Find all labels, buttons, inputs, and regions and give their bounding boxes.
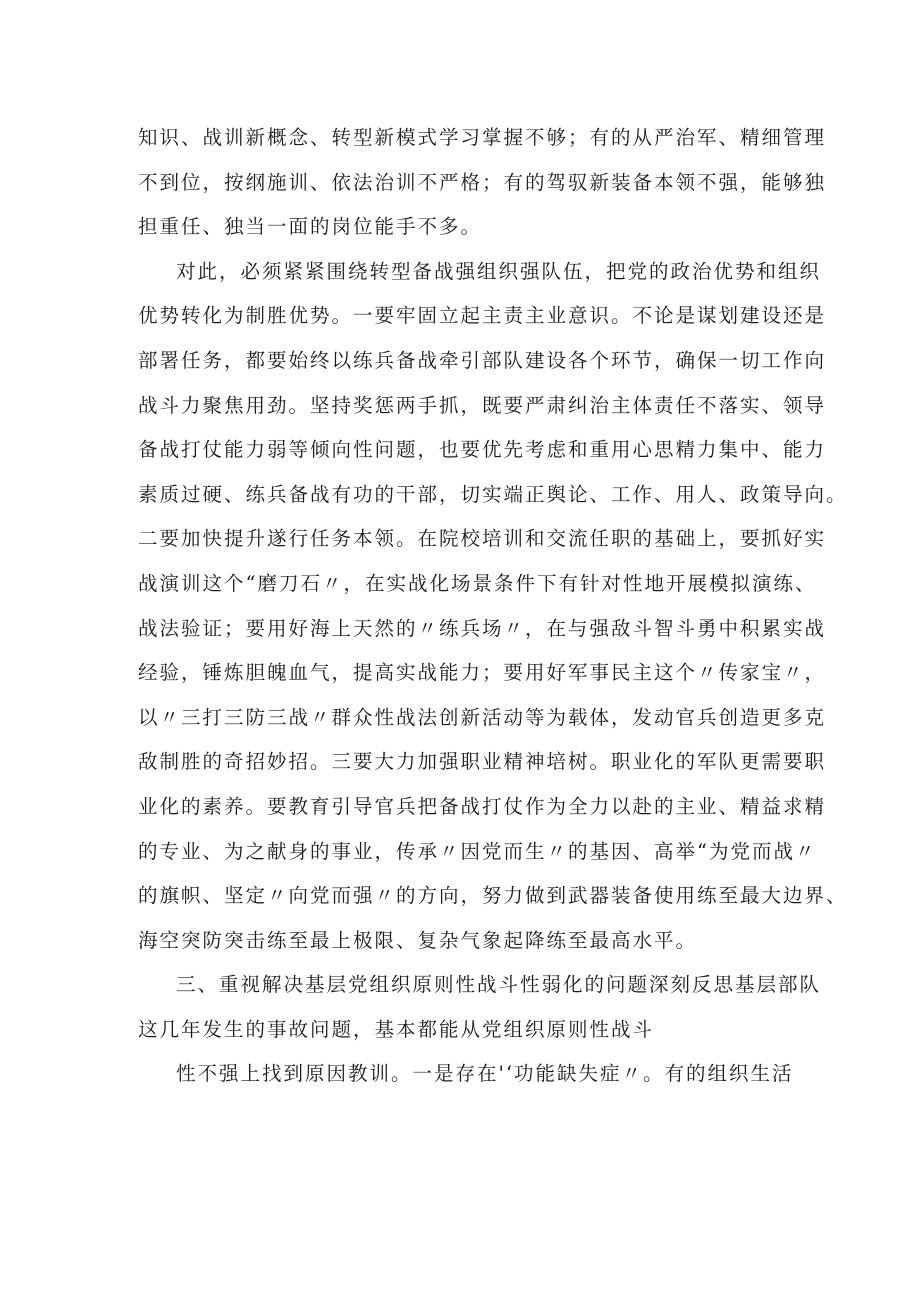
document-body (138, 116, 848, 1097)
text-line: 的专业、为之献身的事业，传承〃因党而生〃的基因、高举“为党而战〃 (138, 839, 817, 863)
text-line: 这几年发生的事故问题，基本都能从党组织原则性战斗 (138, 1017, 655, 1041)
text-line: 不到位，按纲施训、依法治训不严格；有的驾驭新装备本领不强，能够独 (138, 170, 827, 194)
text-line: 敌制胜的奇招妙招。三要大力加强职业精神培树。职业化的军队更需要职 (138, 750, 827, 774)
text-line: 业化的素养。要教育引导官兵把备战打仗作为全力以赴的主业、精益求精 (138, 794, 827, 818)
text-line: 性不强上找到原因教训。一是存在'‘功能缺失症〃。有的组织生活 (176, 1062, 794, 1086)
text-line: 优势转化为制胜优势。一要牢固立起主责主业意识。不论是谋划建设还是 (138, 304, 827, 328)
text-line: 战法验证；要用好海上天然的〃练兵场〃，在与强敌斗智斗勇中积累实战 (138, 616, 827, 640)
text-line: 以〃三打三防三战〃群众性战法创新活动等为载体，发动官兵创造更多克 (138, 705, 827, 729)
text-line: 知识、战训新概念、转型新模式学习掌握不够；有的从严治军、精细管理 (138, 126, 827, 149)
text-line: 部署任务，都要始终以练兵备战牵引部队建设各个环节，确保一切工作向 (138, 348, 827, 372)
text-line: 海空突防突击练至最上极限、复杂气象起降练至最高水平。 (138, 928, 698, 952)
text-line: 三、重视解决基层党组织原则性战斗性弱化的问题深刻反思基层部队 (176, 973, 822, 997)
text-line: 备战打仗能力弱等倾向性问题，也要优先考虑和重用心思精力集中、能力 (138, 438, 827, 462)
text-line: 二要加快提升遂行任务本领。在院校培训和交流任职的基础上，要抓好实 (138, 527, 827, 551)
text-line: 担重任、独当一面的岗位能手不多。 (138, 215, 483, 239)
text-line: 对此，必须紧紧围绕转型备战强组织强队伍，把党的政治优势和组织 (176, 259, 822, 283)
text-line: 战演训这个“磨刀石〃，在实战化场景条件下有针对性地开展模拟演练、 (138, 571, 817, 595)
text-line: 的旗帜、坚定〃向党而强〃的方向，努力做到武器装备使用练至最大边界、 (138, 884, 848, 908)
text-line: 战斗力聚焦用劲。坚持奖惩两手抓，既要严肃纠治主体责任不落实、领导 (138, 393, 827, 417)
text-line: 素质过硬、练兵备战有功的干部，切实端正舆论、工作、用人、政策导向。 (138, 482, 848, 506)
text-line: 经验，锤炼胆魄血气，提高实战能力；要用好军事民主这个〃传家宝〃， (138, 661, 827, 685)
